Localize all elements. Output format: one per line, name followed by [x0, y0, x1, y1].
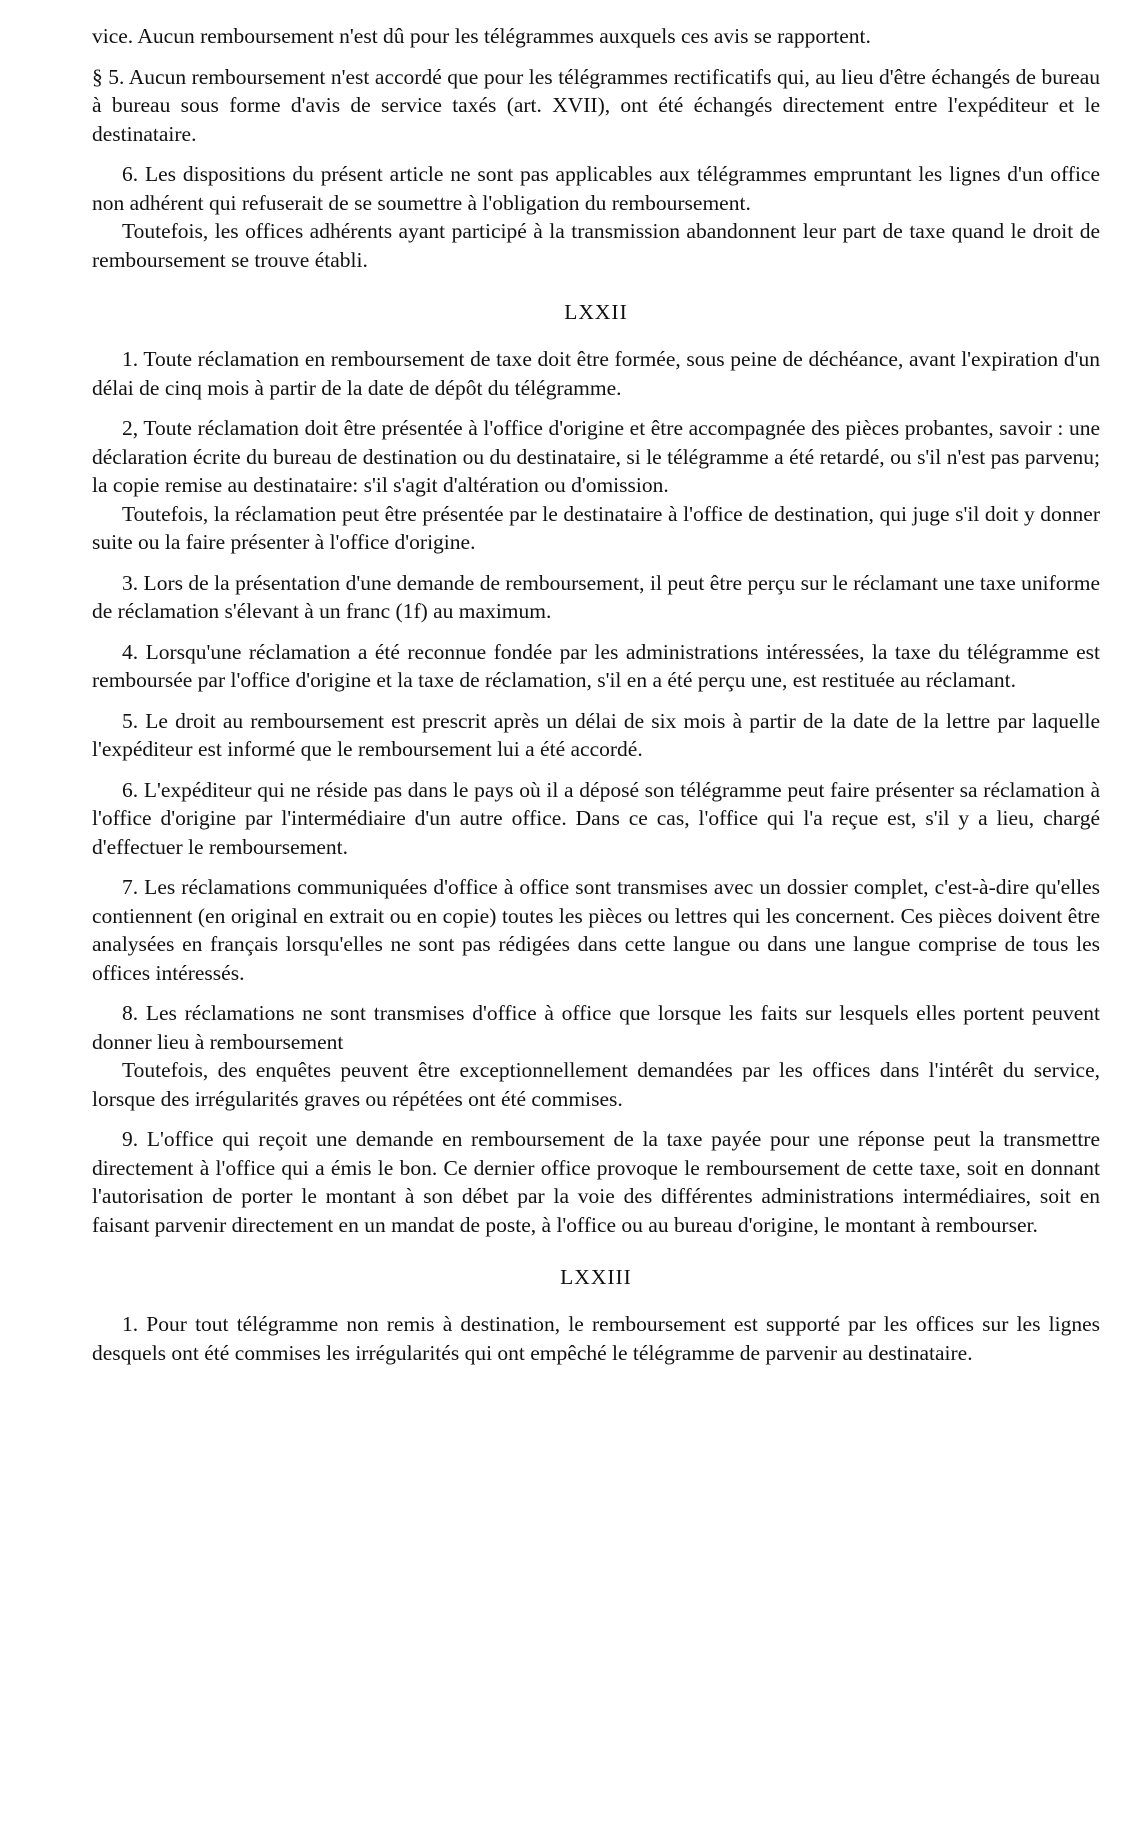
paragraph-6-toutefois: Toutefois, les offices adhérents ayant participé à la transmission abandonnent leur part de taxe quand le droit de remboursement se trouve établi.: [92, 219, 1100, 272]
paragraph-6-dispositions: 6. Les dispositions du présent article ne sont pas applicables aux télégrammes empruntant les lignes d'un office non adhérent qui refuserait de se soumettre à l'obligation du remboursement.: [92, 162, 1100, 215]
paragraph-lxxii-1: 1. Toute réclamation en remboursement de taxe doit être formée, sous peine de déchéance, avant l'expiration d'un délai de cinq mois à partir de la date de dépôt du télégramme.: [92, 347, 1100, 400]
paragraph-lxxii-4: 4. Lorsqu'une réclamation a été reconnue fondée par les administrations intéressées, la taxe du télégramme est remboursée par l'office d'origine et la taxe de réclamation, s'il en a été perçu une, est restituée au réclamant.: [92, 639, 1100, 692]
paragraph-lxxii-2-toutefois: Toutefois, la réclamation peut être présentée par le destinataire à l'office de destination, qui juge s'il doit y donner suite ou la faire présenter à l'office d'origine.: [92, 501, 1100, 554]
paragraph-lxxii-3: 3. Lors de la présentation d'une demande de remboursement, il peut être perçu sur le réclamant une taxe uniforme de réclamation s'élevant à un franc (1f) au maximum.: [92, 570, 1100, 623]
paragraph-lxxii-8: 8. Les réclamations ne sont transmises d'office à office que lorsque les faits sur lesquels elles portent peuvent donner lieu à remboursement: [92, 1001, 1100, 1054]
paragraph-lxxii-9: 9. L'office qui reçoit une demande en remboursement de la taxe payée pour une réponse peut la transmettre directement à l'office qui a émis le bon. Ce dernier office provoque le remboursement de cette taxe, soit en donnant l'autorisation de porter le montant à son débet par la voie des différentes administrations intermédiaires, soit en faisant parvenir directement en un mandat de poste, à l'office ou au bureau d'origine, le montant à rembourser.: [92, 1127, 1100, 1237]
paragraph-lxxii-5: 5. Le droit au remboursement est prescrit après un délai de six mois à partir de la date de la lettre par laquelle l'expéditeur est informé que le remboursement lui a été accordé.: [92, 708, 1100, 761]
paragraph-lxxii-8-toutefois: Toutefois, des enquêtes peuvent être exceptionnellement demandées par les offices dans l'intérêt du service, lorsque des irrégularités graves ou répétées ont été commises.: [92, 1058, 1100, 1111]
paragraph-vice-aucun-remboursement: vice. Aucun remboursement n'est dû pour les télégrammes auxquels ces avis se rapportent.: [92, 24, 871, 48]
paragraph-lxxii-7: 7. Les réclamations communiquées d'office à office sont transmises avec un dossier complet, c'est-à-dire qu'elles contiennent (en original en extrait ou en copie) toutes les pièces ou lettres qui les concernent. Ces pièces doivent être analysées en français lorsqu'elles ne sont pas rédigées dans cette langue ou dans une langue comprise de tous les offices intéressés.: [92, 875, 1100, 985]
paragraph-lxxiii-1: 1. Pour tout télégramme non remis à destination, le remboursement est supporté par les offices sur les lignes desquels ont été commises les irrégularités qui ont empêché le télégramme de parvenir au destinataire.: [92, 1312, 1100, 1365]
paragraph-section-5: § 5. Aucun remboursement n'est accordé que pour les télégrammes rectificatifs qui, au lieu d'être échangés de bureau à bureau sous forme d'avis de service taxés (art. XVII), ont été échangés directement entre l'expéditeur et le destinataire.: [92, 64, 1100, 146]
paragraph-lxxii-6: 6. L'expéditeur qui ne réside pas dans le pays où il a déposé son télégramme peut faire présenter sa réclamation à l'office d'origine par l'intermédiaire d'un autre office. Dans ce cas, l'office qui l'a reçue est, s'il y a lieu, chargé d'effectuer le remboursement.: [92, 777, 1100, 859]
paragraph-lxxii-2: 2, Toute réclamation doit être présentée à l'office d'origine et être accompagnée des pièces probantes, savoir : une déclaration écrite du bureau de destination ou du destinataire, si le télégramme a été retardé, ou s'il n'est pas parvenu; la copie remise au destinataire: s'il s'agit d'altération ou d'omission.: [92, 416, 1100, 497]
article-heading-lxxiii: LXXIII: [560, 1265, 632, 1289]
article-heading-lxxii: LXXII: [564, 300, 628, 324]
